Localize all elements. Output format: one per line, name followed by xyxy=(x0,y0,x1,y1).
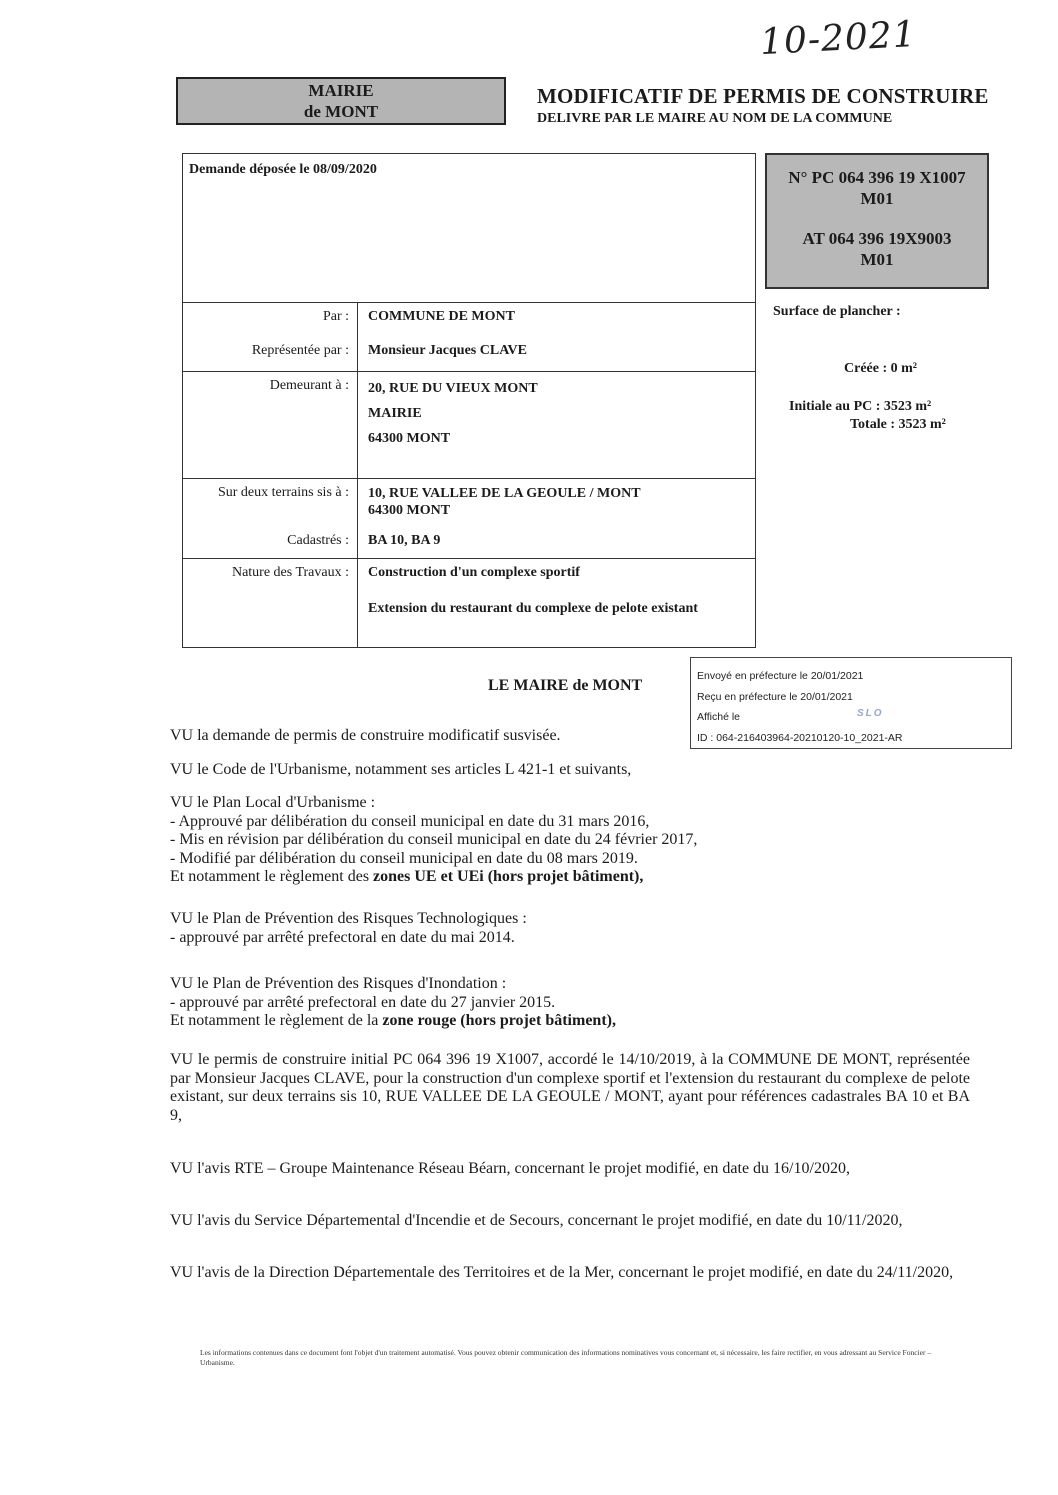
terrain-value xyxy=(358,479,756,528)
surface-label: Surface de plancher : xyxy=(773,304,901,319)
mairie-line-1: MAIRIE xyxy=(308,81,374,100)
demeurant-label: Demeurant à : xyxy=(183,372,358,479)
surface-initiale: Initiale au PC : 3523 m² xyxy=(789,399,932,414)
address-line-1: 20, RUE DU VIEUX MONT xyxy=(368,381,538,396)
permit-number-box xyxy=(765,153,989,289)
handwritten-reference: 10-2021 xyxy=(759,13,918,64)
vu-ppri xyxy=(170,975,970,1031)
ppri-line-1: - approuvé par arrêté prefectoral en date du 27 janvier 2015. xyxy=(170,993,556,1011)
vu-ddtm-text: VU l'avis de la Direction Départementale des Territoires et de la Mer, concernant le projet modifié, en date du 24/11/2020, xyxy=(170,1264,954,1281)
maire-title: LE MAIRE de MONT xyxy=(488,677,643,694)
nature-line-2: Extension du restaurant du complexe de pelote existant xyxy=(368,601,698,616)
document-title: MODIFICATIF DE PERMIS DE CONSTRUIRE xyxy=(537,84,989,108)
surface-totale: Totale : 3523 m² xyxy=(850,417,946,432)
at-suffix: M01 xyxy=(860,250,894,269)
nature-line-1: Construction d'un complexe sportif xyxy=(368,565,580,580)
pprt-line-1: - approuvé par arrêté prefectoral en date du mai 2014. xyxy=(170,928,515,946)
vu-ddtm xyxy=(170,1264,970,1283)
terrain-label: Sur deux terrains sis à : xyxy=(183,479,358,528)
mairie-header-box xyxy=(176,77,506,125)
slo-logo: SLO xyxy=(857,708,884,719)
ppri-title: VU le Plan de Prévention des Risques d'Inondation : xyxy=(170,975,507,992)
pc-number: N° PC 064 396 19 X1007 xyxy=(788,168,966,187)
par-label: Par : xyxy=(183,303,358,338)
vu-sdis xyxy=(170,1212,970,1231)
par-value: COMMUNE DE MONT xyxy=(358,303,756,338)
cadastres-value: BA 10, BA 9 xyxy=(358,527,756,559)
terrain-line-2: 64300 MONT xyxy=(368,503,451,518)
document-subtitle: DELIVRE PAR LE MAIRE AU NOM DE LA COMMUNE xyxy=(537,111,893,126)
stamp-envoye: Envoyé en préfecture le 20/01/2021 xyxy=(697,670,864,682)
vu-code-text: VU le Code de l'Urbanisme, notamment ses articles L 421-1 et suivants, xyxy=(170,761,632,778)
vu-plu xyxy=(170,794,970,887)
vu-demande-text: VU la demande de permis de construire modificatif susvisée. xyxy=(170,727,561,744)
pprt-title: VU le Plan de Prévention des Risques Technologiques : xyxy=(170,910,527,927)
demeurant-value xyxy=(358,372,756,479)
plu-line-4: Et notamment le règlement des zones UE et UEi (hors projet bâtiment), xyxy=(170,868,644,885)
mairie-line-2: de MONT xyxy=(303,102,379,121)
stamp-id: ID : 064-216403964-20210120-10_2021-AR xyxy=(697,731,903,744)
address-line-3: 64300 MONT xyxy=(368,431,451,446)
plu-line-1: - Approuvé par délibération du conseil municipal en date du 31 mars 2016, xyxy=(170,812,650,830)
vu-rte xyxy=(170,1160,970,1179)
representee-label: Représentée par : xyxy=(183,337,358,372)
privacy-footnote: Les informations contenues dans ce document font l'objet d'un traitement automatisé. Vous pouvez obtenir communication des informations nominatives vous concernant et, si nécessaire, les faire rectifier, en vous adressant au Service Foncier – Urbanisme. xyxy=(200,1348,932,1367)
ppri-line-2: Et notamment le règlement de la zone rouge (hors projet bâtiment), xyxy=(170,1012,616,1029)
nature-label: Nature des Travaux : xyxy=(183,559,358,648)
surface-creee: Créée : 0 m² xyxy=(844,361,917,376)
stamp-affiche: Affiché le xyxy=(697,711,740,723)
terrain-line-1: 10, RUE VALLEE DE LA GEOULE / MONT xyxy=(368,486,641,501)
representee-value: Monsieur Jacques CLAVE xyxy=(358,337,756,372)
vu-sdis-text: VU l'avis du Service Départemental d'Incendie et de Secours, concernant le projet modifié, en date du 10/11/2020, xyxy=(170,1212,903,1229)
vu-permis-initial xyxy=(170,1051,970,1125)
application-form-table xyxy=(182,153,756,648)
vu-rte-text: VU l'avis RTE – Groupe Maintenance Réseau Béarn, concernant le projet modifié, en date du 16/10/2020, xyxy=(170,1160,850,1177)
demande-text: Demande déposée le 08/09/2020 xyxy=(189,162,377,177)
address-line-2: MAIRIE xyxy=(368,406,422,421)
vu-pprt xyxy=(170,910,970,947)
vu-demande xyxy=(170,727,970,746)
cadastres-label: Cadastrés : xyxy=(183,527,358,559)
vu-code xyxy=(170,761,970,780)
plu-line-2: - Mis en révision par délibération du conseil municipal en date du 24 février 2017, xyxy=(170,831,698,848)
at-number: AT 064 396 19X9003 xyxy=(802,229,952,248)
stamp-recu: Reçu en préfecture le 20/01/2021 xyxy=(697,690,853,703)
pc-suffix: M01 xyxy=(860,189,894,208)
vu-permis-text: VU le permis de construire initial PC 064 396 19 X1007, accordé le 14/10/2019, à la COMMUNE DE MONT, représentée par Monsieur Jacques CLAVE, pour la construction d'un complexe sportif et l'extension du restaurant du complexe de pelote existant, sur deux terrains sis 10, RUE VALLEE DE LA GEOULE / MONT, ayant pour références cadastrales BA 10 et BA 9, xyxy=(170,1051,970,1124)
plu-title: VU le Plan Local d'Urbanisme : xyxy=(170,794,376,811)
plu-line-3: - Modifié par délibération du conseil municipal en date du 08 mars 2019. xyxy=(170,849,638,867)
nature-value xyxy=(358,559,756,648)
demande-cell xyxy=(183,154,756,303)
